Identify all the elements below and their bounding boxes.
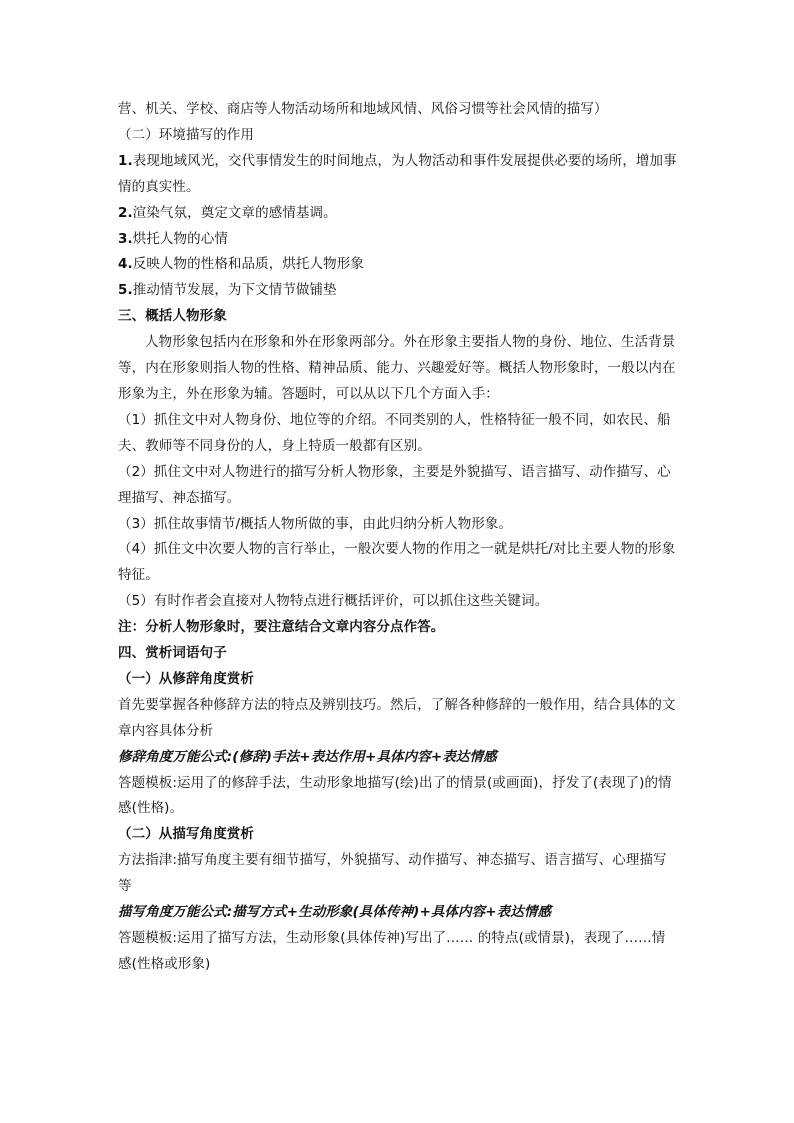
rhetoric-formula: 修辞角度万能公式:(修辞)手法+表达作用+具体内容+表达情感: [118, 748, 497, 765]
env-function-item-1: [118, 149, 678, 201]
continuation-text: 营、机关、学校、商店等人物活动场所和地域风情、风俗习惯等社会风情的描写）: [118, 101, 608, 117]
document-body: [118, 97, 678, 978]
env-function-item-4: [118, 252, 678, 278]
section-heading-character: 三、概括人物形象: [118, 308, 227, 325]
description-formula: 描写角度万能公式:描写方式+生动形象(具体传神)+具体内容+表达情感: [118, 904, 552, 921]
character-point-5: （5）有时作者会直接对人物特点进行概括评价，可以抓住这些关键词。: [118, 593, 549, 610]
character-intro: 人物形象包括内在形象和外在形象两部分。外在形象主要指人物的身份、地位、生活背景等，内在形象则指人物的性格、精神品质、能力、兴趣爱好等。概括人物形象时，一般以内在形象为主，外在形象为辅。答题时，可以从以下几个方面入手：: [118, 334, 676, 402]
item-number: 4.: [118, 256, 133, 273]
character-point-1: （1）抓住文中对人物身份、地位等的介绍。不同类别的人，性格特征一般不同，如农民、船夫、教师等不同身份的人，身上特质一般都有区别。: [118, 411, 671, 454]
rhetoric-subheading: （一）从修辞角度赏析: [118, 670, 254, 687]
item-number: 5.: [118, 282, 133, 299]
item-number: 1.: [118, 152, 133, 169]
description-body: 方法指津:描写角度主要有细节描写，外貌描写、动作描写、神态描写、语言描写、心理描写等: [118, 852, 667, 895]
rhetoric-body: 首先要掌握各种修辞方法的特点及辨别技巧。然后，了解各种修辞的一般作用，结合具体的文章内容具体分析: [118, 696, 676, 739]
env-function-item-2: [118, 201, 678, 227]
item-number: 2.: [118, 204, 133, 221]
item-text: 渲染气氛，奠定文章的感情基调。: [132, 204, 337, 221]
character-point-4: （4）抓住文中次要人物的言行举止，一般次要人物的作用之一就是烘托/对比主要人物的形象特征。: [118, 541, 676, 584]
description-template: 答题模板:运用了描写方法，生动形象(具体传神)写出了…… 的特点(或情景)，表现了……情感(性格或形象): [118, 930, 666, 972]
character-point-3: （3）抓住故事情节/概括人物所做的事，由此归纳分析人物形象。: [118, 515, 513, 532]
character-point-2: （2）抓住文中对人物进行的描写分析人物形象，主要是外貌描写、语言描写、动作描写、心理描写、神态描写。: [118, 463, 671, 506]
item-text: 反映人物的性格和品质，烘托人物形象: [132, 256, 364, 273]
character-note: 注：分析人物形象时，要注意结合文章内容分点作答。: [118, 619, 445, 636]
rhetoric-template: 答题模板:运用了的修辞手法，生动形象地描写(绘)出了的情景(或画面)，抒发了(表现了)的情感(性格)。: [118, 774, 672, 817]
description-subheading: （二）从描写角度赏析: [118, 826, 254, 843]
env-function-item-3: [118, 227, 678, 253]
item-text: 表现地域风光，交代事情发生的时间地点，为人物活动和事件发展提供必要的场所，增加事情的真实性。: [118, 152, 677, 195]
item-text: 烘托人物的心情: [132, 230, 228, 247]
item-text: 推动情节发展，为下文情节做铺垫: [132, 282, 337, 299]
item-number: 3.: [118, 230, 133, 247]
env-function-subheading: （二）环境描写的作用: [118, 126, 254, 143]
section-heading-appreciation: 四、赏析词语句子: [118, 645, 227, 662]
env-function-item-5: [118, 278, 678, 304]
